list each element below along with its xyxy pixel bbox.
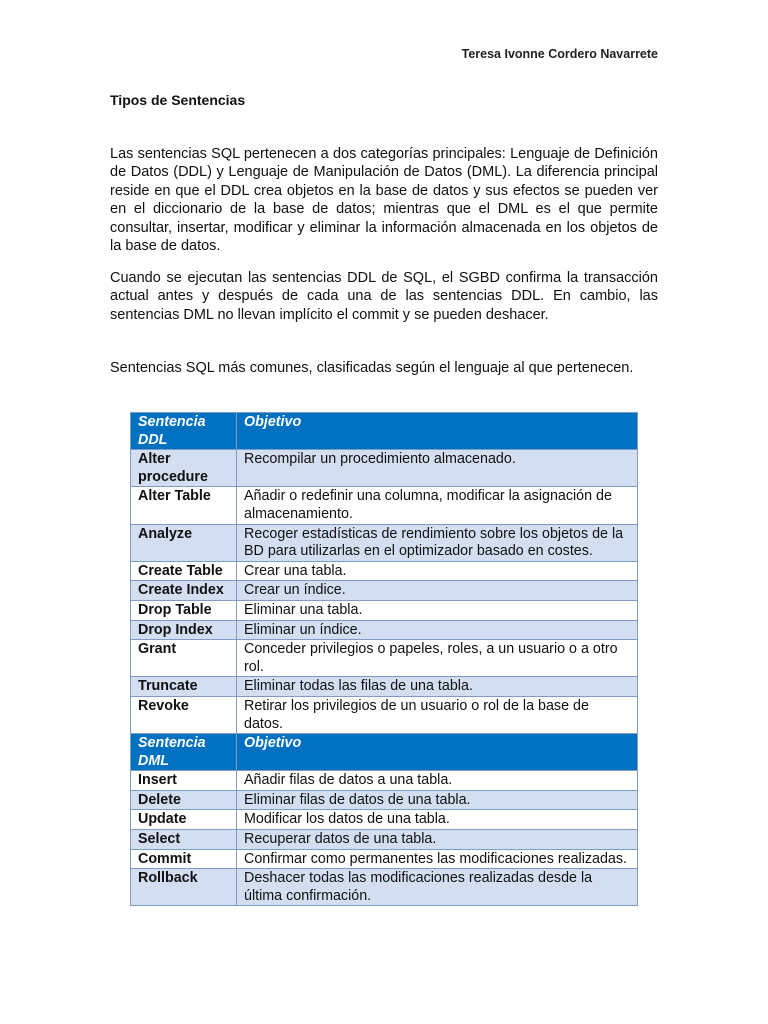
objective-cell: Recompilar un procedimiento almacenado. xyxy=(237,450,638,487)
table-header-dml xyxy=(131,734,638,771)
statement-cell: Alter procedure xyxy=(131,450,237,487)
table-row xyxy=(131,524,638,561)
paragraph-table-intro: Sentencias SQL más comunes, clasificadas según el lenguaje al que pertenecen. xyxy=(110,360,634,376)
statement-cell: Create Index xyxy=(131,581,237,601)
table-row xyxy=(131,450,638,487)
paragraph-ddl-transaction: Cuando se ejecutan las sentencias DDL de SQL, el SGBD confirma la transacción actual antes y después de cada una de las sentencias DDL. En cambio, las sentencias DML no llevan implícito el commit y se pueden deshacer. xyxy=(110,270,658,323)
table-row xyxy=(131,830,638,850)
objective-cell: Eliminar un índice. xyxy=(237,620,638,640)
page-title: Tipos de Sentencias xyxy=(110,92,246,108)
objective-cell: Añadir filas de datos a una tabla. xyxy=(237,771,638,791)
objective-cell: Recoger estadísticas de rendimiento sobre los objetos de la BD para utilizarlas en el optimizador basado en costes. xyxy=(237,524,638,561)
header-statement-cell: Sentencia DDL xyxy=(131,413,237,450)
table-row xyxy=(131,640,638,677)
table-row xyxy=(131,600,638,620)
table-row xyxy=(131,771,638,791)
table-row xyxy=(131,581,638,601)
author-name: Teresa Ivonne Cordero Navarrete xyxy=(461,47,658,61)
statement-cell: Truncate xyxy=(131,677,237,697)
header-statement-cell: Sentencia DML xyxy=(131,734,237,771)
table-header-ddl xyxy=(131,413,638,450)
objective-cell: Conceder privilegios o papeles, roles, a un usuario o a otro rol. xyxy=(237,640,638,677)
statement-cell: Alter Table xyxy=(131,487,237,524)
objective-cell: Crear una tabla. xyxy=(237,561,638,581)
paragraph-intro: Las sentencias SQL pertenecen a dos categorías principales: Lenguaje de Definición de Datos (DDL) y Lenguaje de Manipulación de Datos (DML). La diferencia principal reside en que el DDL crea objetos en la base de datos y sus efectos se pueden ver en el diccionario de la base de datos; mientras que el DML es el que permite consultar, insertar, modificar y eliminar la información almacenada en los objetos de la base de datos. xyxy=(110,146,658,255)
table-row xyxy=(131,790,638,810)
header-objective-cell: Objetivo xyxy=(237,734,638,771)
objective-cell: Eliminar una tabla. xyxy=(237,600,638,620)
table-row xyxy=(131,677,638,697)
statement-cell: Insert xyxy=(131,771,237,791)
statement-cell: Analyze xyxy=(131,524,237,561)
statement-cell: Commit xyxy=(131,849,237,869)
table-row xyxy=(131,849,638,869)
objective-cell: Retirar los privilegios de un usuario o rol de la base de datos. xyxy=(237,696,638,733)
statement-cell: Create Table xyxy=(131,561,237,581)
statement-cell: Rollback xyxy=(131,869,237,906)
statement-cell: Grant xyxy=(131,640,237,677)
objective-cell: Añadir o redefinir una columna, modificar la asignación de almacenamiento. xyxy=(237,487,638,524)
objective-cell: Recuperar datos de una tabla. xyxy=(237,830,638,850)
sql-statements-table xyxy=(130,412,638,906)
statement-cell: Revoke xyxy=(131,696,237,733)
statement-cell: Drop Index xyxy=(131,620,237,640)
objective-cell: Eliminar todas las filas de una tabla. xyxy=(237,677,638,697)
objective-cell: Eliminar filas de datos de una tabla. xyxy=(237,790,638,810)
table-row xyxy=(131,810,638,830)
objective-cell: Confirmar como permanentes las modificaciones realizadas. xyxy=(237,849,638,869)
statement-cell: Select xyxy=(131,830,237,850)
table-row xyxy=(131,561,638,581)
table-row xyxy=(131,487,638,524)
statement-cell: Delete xyxy=(131,790,237,810)
objective-cell: Deshacer todas las modificaciones realizadas desde la última confirmación. xyxy=(237,869,638,906)
objective-cell: Modificar los datos de una tabla. xyxy=(237,810,638,830)
table-row xyxy=(131,696,638,733)
statement-cell: Update xyxy=(131,810,237,830)
objective-cell: Crear un índice. xyxy=(237,581,638,601)
table-row xyxy=(131,869,638,906)
header-objective-cell: Objetivo xyxy=(237,413,638,450)
table-row xyxy=(131,620,638,640)
statement-cell: Drop Table xyxy=(131,600,237,620)
